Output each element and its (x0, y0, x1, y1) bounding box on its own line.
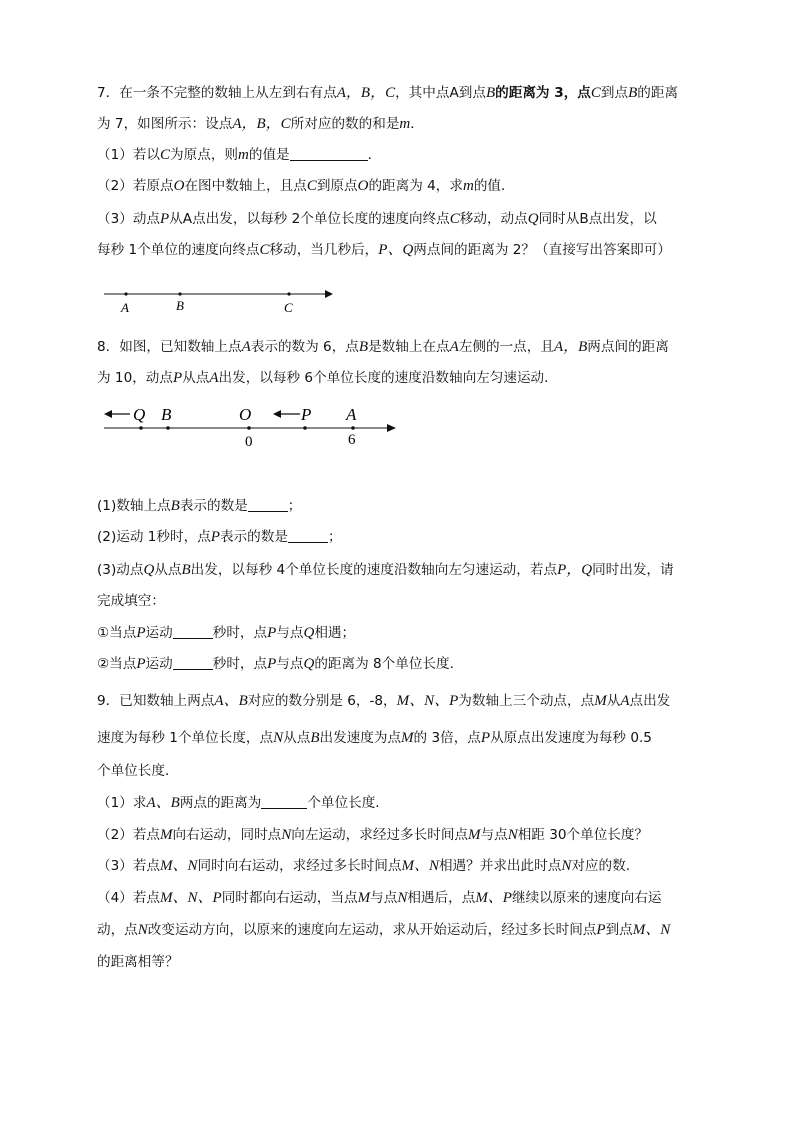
answer-blank[interactable] (173, 655, 213, 670)
answer-blank[interactable] (288, 528, 328, 543)
point-B (178, 292, 181, 295)
q7-number-line (104, 290, 333, 315)
q8-sub-3: (3)动点Q从点B出发，以每秒 4个单位长度的速度沿数轴向左匀速运动，若点P，Q同时出发，请 (97, 562, 674, 578)
q7-part-1: （1）若以C为原点，则m的值是 ． (97, 147, 382, 163)
label-P: P (301, 405, 312, 424)
q9-part-2: （2）若点M向右运动，同时点N向左运动，求经过多长时间点M与点N相距 30个单位长度？ (97, 827, 649, 843)
q9-line-2: 速度为每秒 1个单位长度，点N从点B出发速度为点M的 3倍，点P从原点出发速度为每秒 0.5 (97, 730, 652, 746)
q8-number-line (104, 405, 396, 450)
q8-sub-3-cont: 完成填空： (97, 593, 165, 609)
label-B: B (161, 405, 172, 424)
q8-line-1: 8．如图，已知数轴上点A表示的数为 6，点B是数轴上在点A左侧的一点，且A，B两点间的距离 (97, 339, 669, 355)
label-Q: Q (133, 405, 146, 424)
q9-part-1: （1）求A、B两点的距离为 个单位长度． (97, 795, 389, 811)
point-B (166, 426, 170, 430)
answer-blank[interactable] (173, 624, 213, 639)
point-C (287, 292, 290, 295)
point-Q (139, 426, 143, 430)
label-B: B (176, 298, 184, 313)
point-O (247, 426, 251, 430)
label-O: O (239, 405, 252, 424)
q9-line-3: 个单位长度． (97, 763, 179, 779)
q8-sub-1: (1)数轴上点B表示的数是 ； (97, 498, 302, 514)
q9-line-1: 9．已知数轴上两点A、B对应的数分别是 6，-8，M、N、P为数轴上三个动点，点M从A点出发 (97, 693, 671, 709)
q7-part-3: （3）动点P从A点出发，以每秒 2个单位长度的速度向终点C移动，动点Q同时从B点出发，以 (97, 211, 657, 227)
tick-label-0: 0 (245, 434, 253, 450)
q8-line-2: 为 10，动点P从点A出发，以每秒 6个单位长度的速度沿数轴向左匀速运动． (97, 370, 558, 386)
answer-blank[interactable] (261, 794, 307, 809)
q7-line-1: 7．在一条不完整的数轴上从左到右有点A，B，C，其中点A到点B的距离为 3，点C到点B的距离 (97, 85, 679, 101)
label-A: A (346, 405, 357, 424)
q9-part-4-cont: 动，点N改变运动方向，以原来的速度向左运动，求从开始运动后，经过多长时间点P到点M、N (97, 922, 671, 938)
q7-part-3-cont: 每秒 1个单位的速度向终点C移动，当几秒后，P、Q两点间的距离为 2？（直接写出答案即可） (97, 242, 671, 258)
q7-line-2: 为 7，如图所示：设点A，B，C所对应的数的和是m． (97, 116, 424, 132)
answer-blank[interactable] (248, 497, 288, 512)
q9-part-3: （3）若点M、N同时向右运动，求经过多长时间点M、N相遇？并求出此时点N对应的数． (97, 858, 640, 874)
q8-sub-2: (2)运动 1秒时，点P表示的数是 ； (97, 529, 342, 545)
q7-part-2: （2）若原点O在图中数轴上，且点C到原点O的距离为 4，求m的值． (97, 178, 515, 194)
q8-sub-3-item-2: ②当点P运动 秒时，点P与点Q的距离为 8个单位长度． (97, 656, 464, 672)
point-A (351, 426, 355, 430)
tick-label-6: 6 (348, 432, 356, 448)
label-C: C (284, 300, 293, 315)
point-A (124, 292, 127, 295)
q9-part-4: （4）若点M、N、P同时都向右运动，当点M与点N相遇后，点M、P继续以原来的速度向右运 (97, 890, 662, 906)
q9-part-4-cont-2: 的距离相等？ (97, 954, 179, 970)
point-P (303, 426, 307, 430)
q8-sub-3-item-1: ①当点P运动 秒时，点P与点Q相遇； (97, 625, 356, 641)
label-A: A (121, 300, 129, 315)
